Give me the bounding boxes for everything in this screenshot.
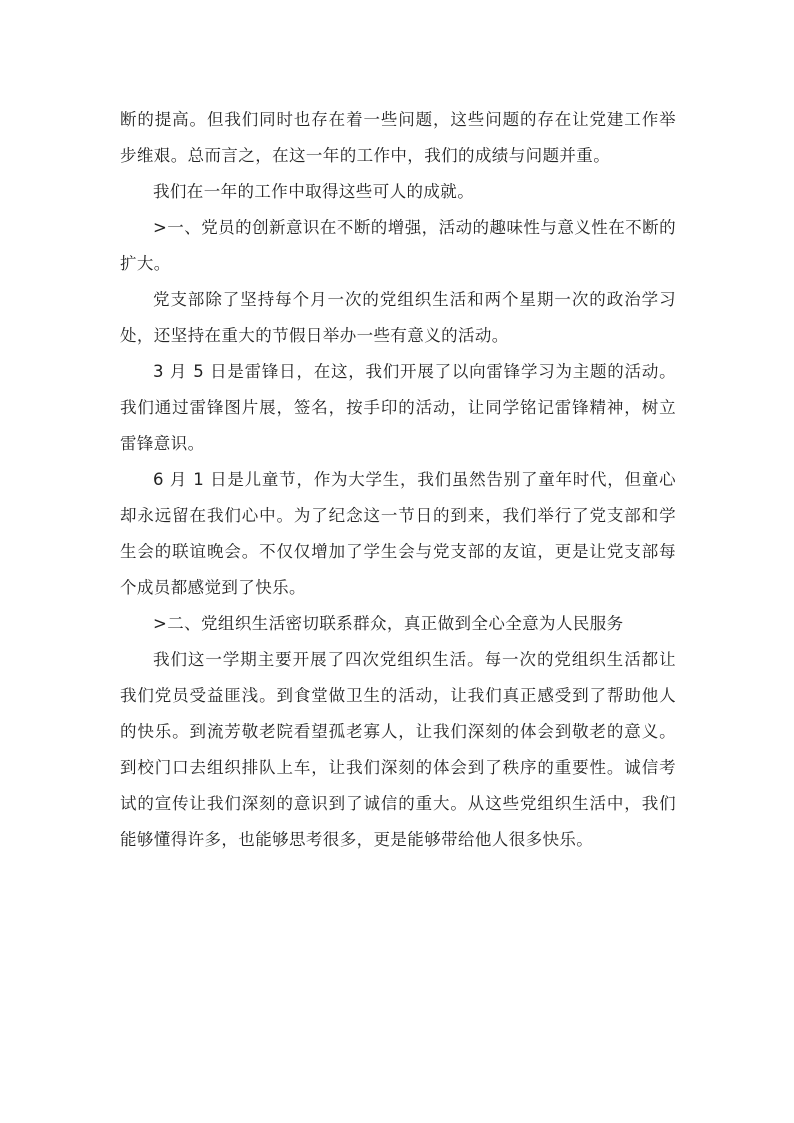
- paragraph-lei-feng-day: 3 月 5 日是雷锋日，在这，我们开展了以向雷锋学习为主题的活动。我们通过雷锋图片展，签名，按手印的活动，让同学铭记雷锋精神，树立雷锋意识。: [120, 362, 676, 453]
- section-heading-two: >二、党组织生活密切联系群众，真正做到全心全意为人民服务: [153, 614, 624, 633]
- paragraph-party-life: 我们这一学期主要开展了四次党组织生活。每一次的党组织生活都让我们党员受益匪浅。到食堂做卫生的活动，让我们真正感受到了帮助他人的快乐。到流芳敬老院看望孤老寡人，让我们深刻的体会到敬老的意义。到校门口去组织排队上车，让我们深刻的体会到了秩序的重要性。诚信考试的宣传让我们深刻的意识到了诚信的重大。从这些党组织生活中，我们能够懂得许多，也能够思考很多，更是能够带给他人很多快乐。: [120, 650, 676, 849]
- paragraph-childrens-day: 6 月 1 日是儿童节，作为大学生，我们虽然告别了童年时代，但童心却永远留在我们心中。为了纪念这一节日的到来，我们举行了党支部和学生会的联谊晚会。不仅仅增加了学生会与党支部的友谊，更是让党支部每个成员都感觉到了快乐。: [120, 470, 676, 597]
- section-heading-one: >一、党员的创新意识在不断的增强，活动的趣味性与意义性在不断的扩大。: [120, 218, 676, 273]
- paragraph-party-branch-activities: 党支部除了坚持每个月一次的党组织生活和两个星期一次的政治学习处，还坚持在重大的节假日举办一些有意义的活动。: [120, 290, 676, 345]
- paragraph-continuation: 断的提高。但我们同时也存在着一些问题，这些问题的存在让党建工作举步维艰。总而言之，在这一年的工作中，我们的成绩与问题并重。: [120, 110, 676, 165]
- body-text: [120, 102, 676, 858]
- paragraph-achievements-intro: 我们在一年的工作中取得这些可人的成就。: [153, 182, 475, 201]
